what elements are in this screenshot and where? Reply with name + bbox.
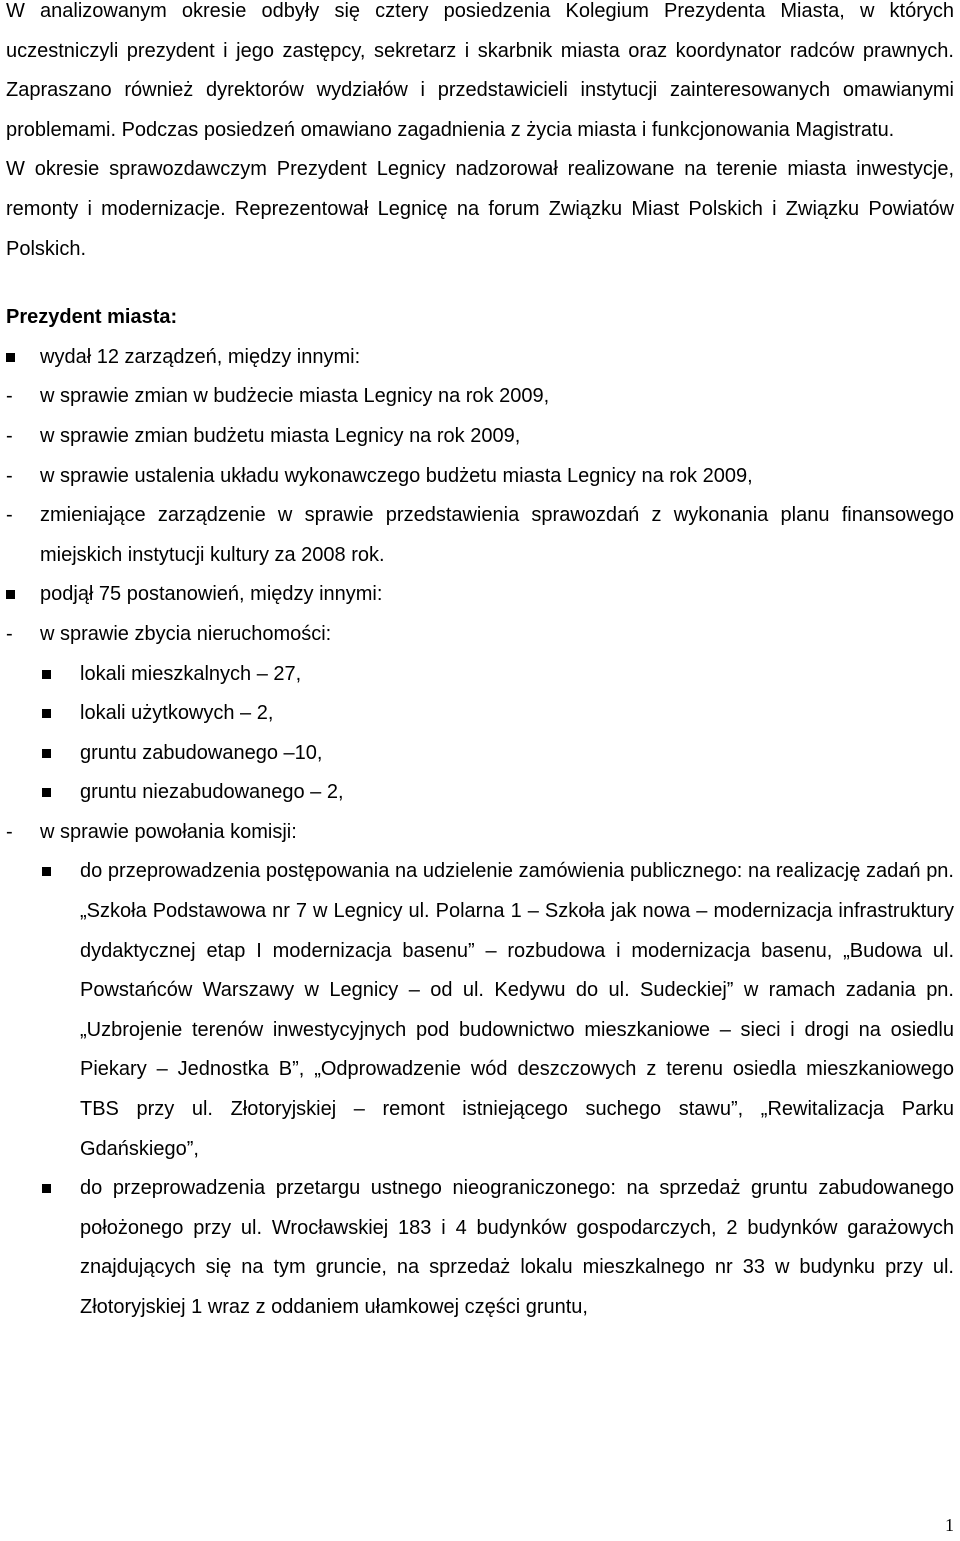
sub-bullet-item: gruntu niezabudowanego – 2, (6, 773, 954, 813)
sub-bullet-item: lokali użytkowych – 2, (6, 694, 954, 734)
square-bullet-icon (42, 867, 51, 876)
square-bullet-icon (42, 709, 51, 718)
dash-item: - w sprawie powołania komisji: (6, 820, 297, 843)
dash-item: - w sprawie zmian budżetu miasta Legnicy na rok 2009, (6, 424, 521, 447)
intro-paragraph-2: W okresie sprawozdawczym Prezydent Legnicy nadzorował realizowane na terenie miasta inwestycje, remonty i modernizacje. Reprezentował Legnicę na forum Związku Miast Polskich i Związku Powiatów Polskich. (6, 158, 954, 260)
dash-item: - w sprawie zmian w budżecie miasta Legnicy na rok 2009, (6, 385, 550, 408)
square-bullet-icon (42, 749, 51, 758)
page-number: 1 (945, 1515, 954, 1535)
square-bullet-icon (6, 353, 15, 362)
square-bullet-icon (42, 788, 51, 797)
bullet-zarzadzenia (6, 338, 954, 378)
sub-bullet-item: do przeprowadzenia przetargu ustnego nieograniczonego: na sprzedaż gruntu zabudowanego położonego przy ul. Wrocławskiej 183 i 4 budynków gospodarczych, 2 budynków garażowych znajdujących się na tym gruncie, na sprzedaż lokalu mieszkalnego nr 33 w budynku przy ul. Złotoryjskiej 1 wraz z oddaniem ułamkowej części gruntu, (6, 1169, 954, 1327)
square-bullet-icon (42, 1184, 51, 1193)
dash-item: - w sprawie zbycia nieruchomości: (6, 622, 332, 645)
dash-item: - w sprawie ustalenia układu wykonawczego budżetu miasta Legnicy na rok 2009, (6, 464, 753, 487)
square-bullet-icon (42, 670, 51, 679)
bullet-postanowienia (6, 575, 954, 615)
intro-paragraph-1: W analizowanym okresie odbyły się cztery posiedzenia Kolegium Prezydenta Miasta, w których uczestniczyli prezydent i jego zastępcy, sekretarz i skarbnik miasta oraz koordynator radców prawnych. Zapraszano również dyrektorów wydziałów i przedstawicieli instytucji zainteresowanych omawianymi problemami. Podczas posiedzeń omawiano zagadnienia z życia miasta i funkcjonowania Magistratu. (6, 0, 954, 141)
section-heading: Prezydent miasta: (6, 306, 178, 329)
square-bullet-icon (6, 590, 15, 599)
dash-item: - zmieniające zarządzenie w sprawie przedstawienia sprawozdań z wykonania planu finansowego miejskich instytucji kultury za 2008 rok. (6, 504, 954, 566)
bullet-label: wydał 12 zarządzeń, między innymi: (40, 345, 361, 368)
sub-bullet-item: lokali mieszkalnych – 27, (6, 655, 954, 695)
document-page (6, 0, 954, 1328)
bullet-label: podjął 75 postanowień, między innymi: (40, 583, 383, 606)
sub-bullet-item: gruntu zabudowanego –10, (6, 734, 954, 774)
sub-bullet-item: do przeprowadzenia postępowania na udzielenie zamówienia publicznego: na realizację zadań pn. „Szkoła Podstawowa nr 7 w Legnicy ul. Polarna 1 – Szkoła jak nowa – modernizacja infrastruktury dydaktycznej etap I modernizacja basenu” – rozbudowa i modernizacja basenu, „Budowa ul. Powstańców Warszawy w Legnicy – od ul. Kedywu do ul. Sudeckiej” w ramach zadania pn. „Uzbrojenie terenów inwestycyjnych pod budownictwo mieszkaniowe – sieci i drogi na osiedlu Piekary – Jednostka B”, „Odprowadzenie wód deszczowych z terenu osiedla mieszkaniowego TBS przy ul. Złotoryjskiej – remont istniejącego suchego stawu”, „Rewitalizacja Parku Gdańskiego”, (6, 852, 954, 1169)
